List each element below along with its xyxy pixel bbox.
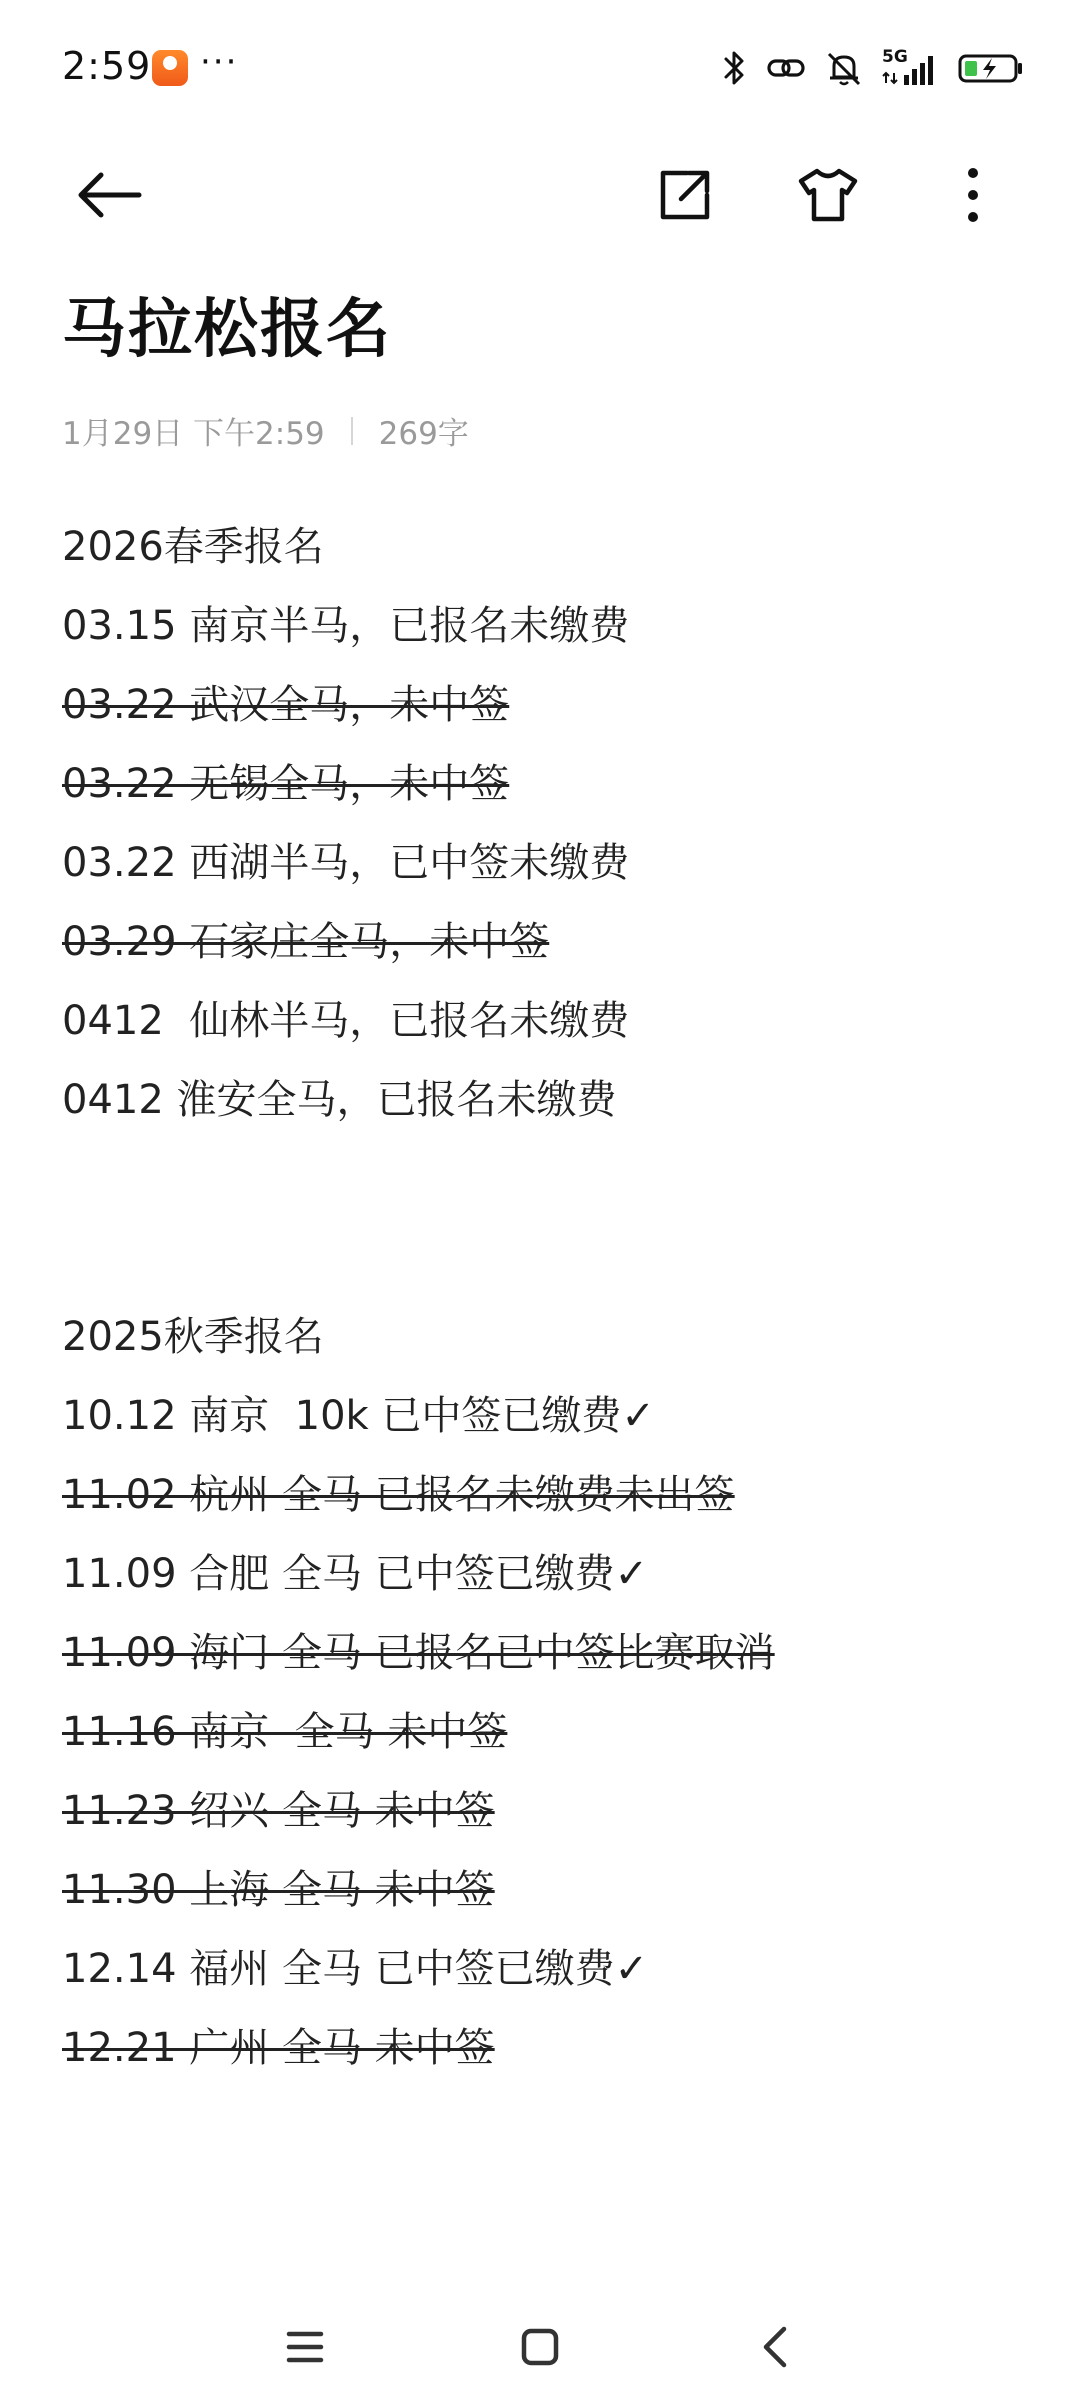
list-item: 0412 淮安全马，已报名未缴费 bbox=[62, 1077, 617, 1123]
list-item: 03.22 无锡全马，未中签 bbox=[62, 761, 510, 807]
signal-icon bbox=[882, 49, 940, 87]
system-nav-bar bbox=[0, 2290, 1080, 2400]
arrow-left-icon bbox=[77, 171, 143, 219]
meta-divider bbox=[351, 417, 353, 445]
note-title[interactable]: 马拉松报名 bbox=[62, 293, 392, 367]
list-item: 12.14 福州 全马 已中签已缴费✓ bbox=[62, 1946, 649, 1992]
list-item: 10.12 南京 10k 已中签已缴费✓ bbox=[62, 1393, 655, 1439]
mute-bell-icon bbox=[824, 49, 864, 87]
system-back-button[interactable] bbox=[730, 2302, 820, 2392]
tshirt-icon bbox=[797, 167, 859, 223]
blank-lines bbox=[62, 1140, 1042, 1298]
status-bar bbox=[0, 0, 1080, 140]
battery-icon bbox=[958, 49, 1024, 87]
list-item: 03.29 石家庄全马，未中签 bbox=[62, 919, 550, 965]
list-item: 0412 仙林半马，已报名未缴费 bbox=[62, 998, 630, 1044]
more-notifications-icon: ··· bbox=[200, 42, 239, 82]
note-date: 1月29日 下午2:59 bbox=[62, 416, 325, 452]
note-char-count: 269字 bbox=[378, 416, 469, 452]
note-meta bbox=[62, 408, 469, 453]
list-item: 12.21 广州 全马 未中签 bbox=[62, 2025, 495, 2071]
list-item: 03.22 武汉全马，未中签 bbox=[62, 682, 510, 728]
share-external-icon bbox=[657, 167, 713, 223]
note-body[interactable] bbox=[62, 508, 1042, 2088]
home-square-icon bbox=[520, 2327, 560, 2367]
list-item: 11.09 海门 全马 已报名已中签比赛取消 bbox=[62, 1630, 775, 1676]
status-time: 2:59 bbox=[62, 44, 152, 88]
list-item: 11.02 杭州 全马 已报名未缴费未出签 bbox=[62, 1472, 735, 1518]
home-button[interactable] bbox=[495, 2302, 585, 2392]
theme-button[interactable] bbox=[773, 140, 883, 250]
section-heading: 2025秋季报名 bbox=[62, 1314, 324, 1360]
menu-icon bbox=[285, 2329, 325, 2365]
list-item: 03.22 西湖半马，已中签未缴费 bbox=[62, 840, 630, 886]
status-icons bbox=[722, 46, 1024, 90]
link-icon bbox=[766, 49, 806, 87]
network-label: 5G bbox=[882, 47, 908, 67]
list-item: 11.30 上海 全马 未中签 bbox=[62, 1867, 495, 1913]
list-item: 11.16 南京 全马 未中签 bbox=[62, 1709, 508, 1755]
list-item: 11.23 绍兴 全马 未中签 bbox=[62, 1788, 495, 1834]
more-vertical-icon bbox=[965, 167, 981, 223]
section-heading: 2026春季报名 bbox=[62, 524, 324, 570]
back-chevron-icon bbox=[760, 2325, 790, 2369]
toolbar bbox=[0, 140, 1080, 250]
list-item: 11.09 合肥 全马 已中签已缴费✓ bbox=[62, 1551, 649, 1597]
list-item: 03.15 南京半马，已报名未缴费 bbox=[62, 603, 630, 649]
recent-apps-button[interactable] bbox=[260, 2302, 350, 2392]
more-options-button[interactable] bbox=[918, 140, 1028, 250]
bluetooth-icon bbox=[722, 49, 748, 87]
share-button[interactable] bbox=[630, 140, 740, 250]
back-button[interactable] bbox=[55, 140, 165, 250]
app-notification-icon bbox=[152, 50, 188, 86]
